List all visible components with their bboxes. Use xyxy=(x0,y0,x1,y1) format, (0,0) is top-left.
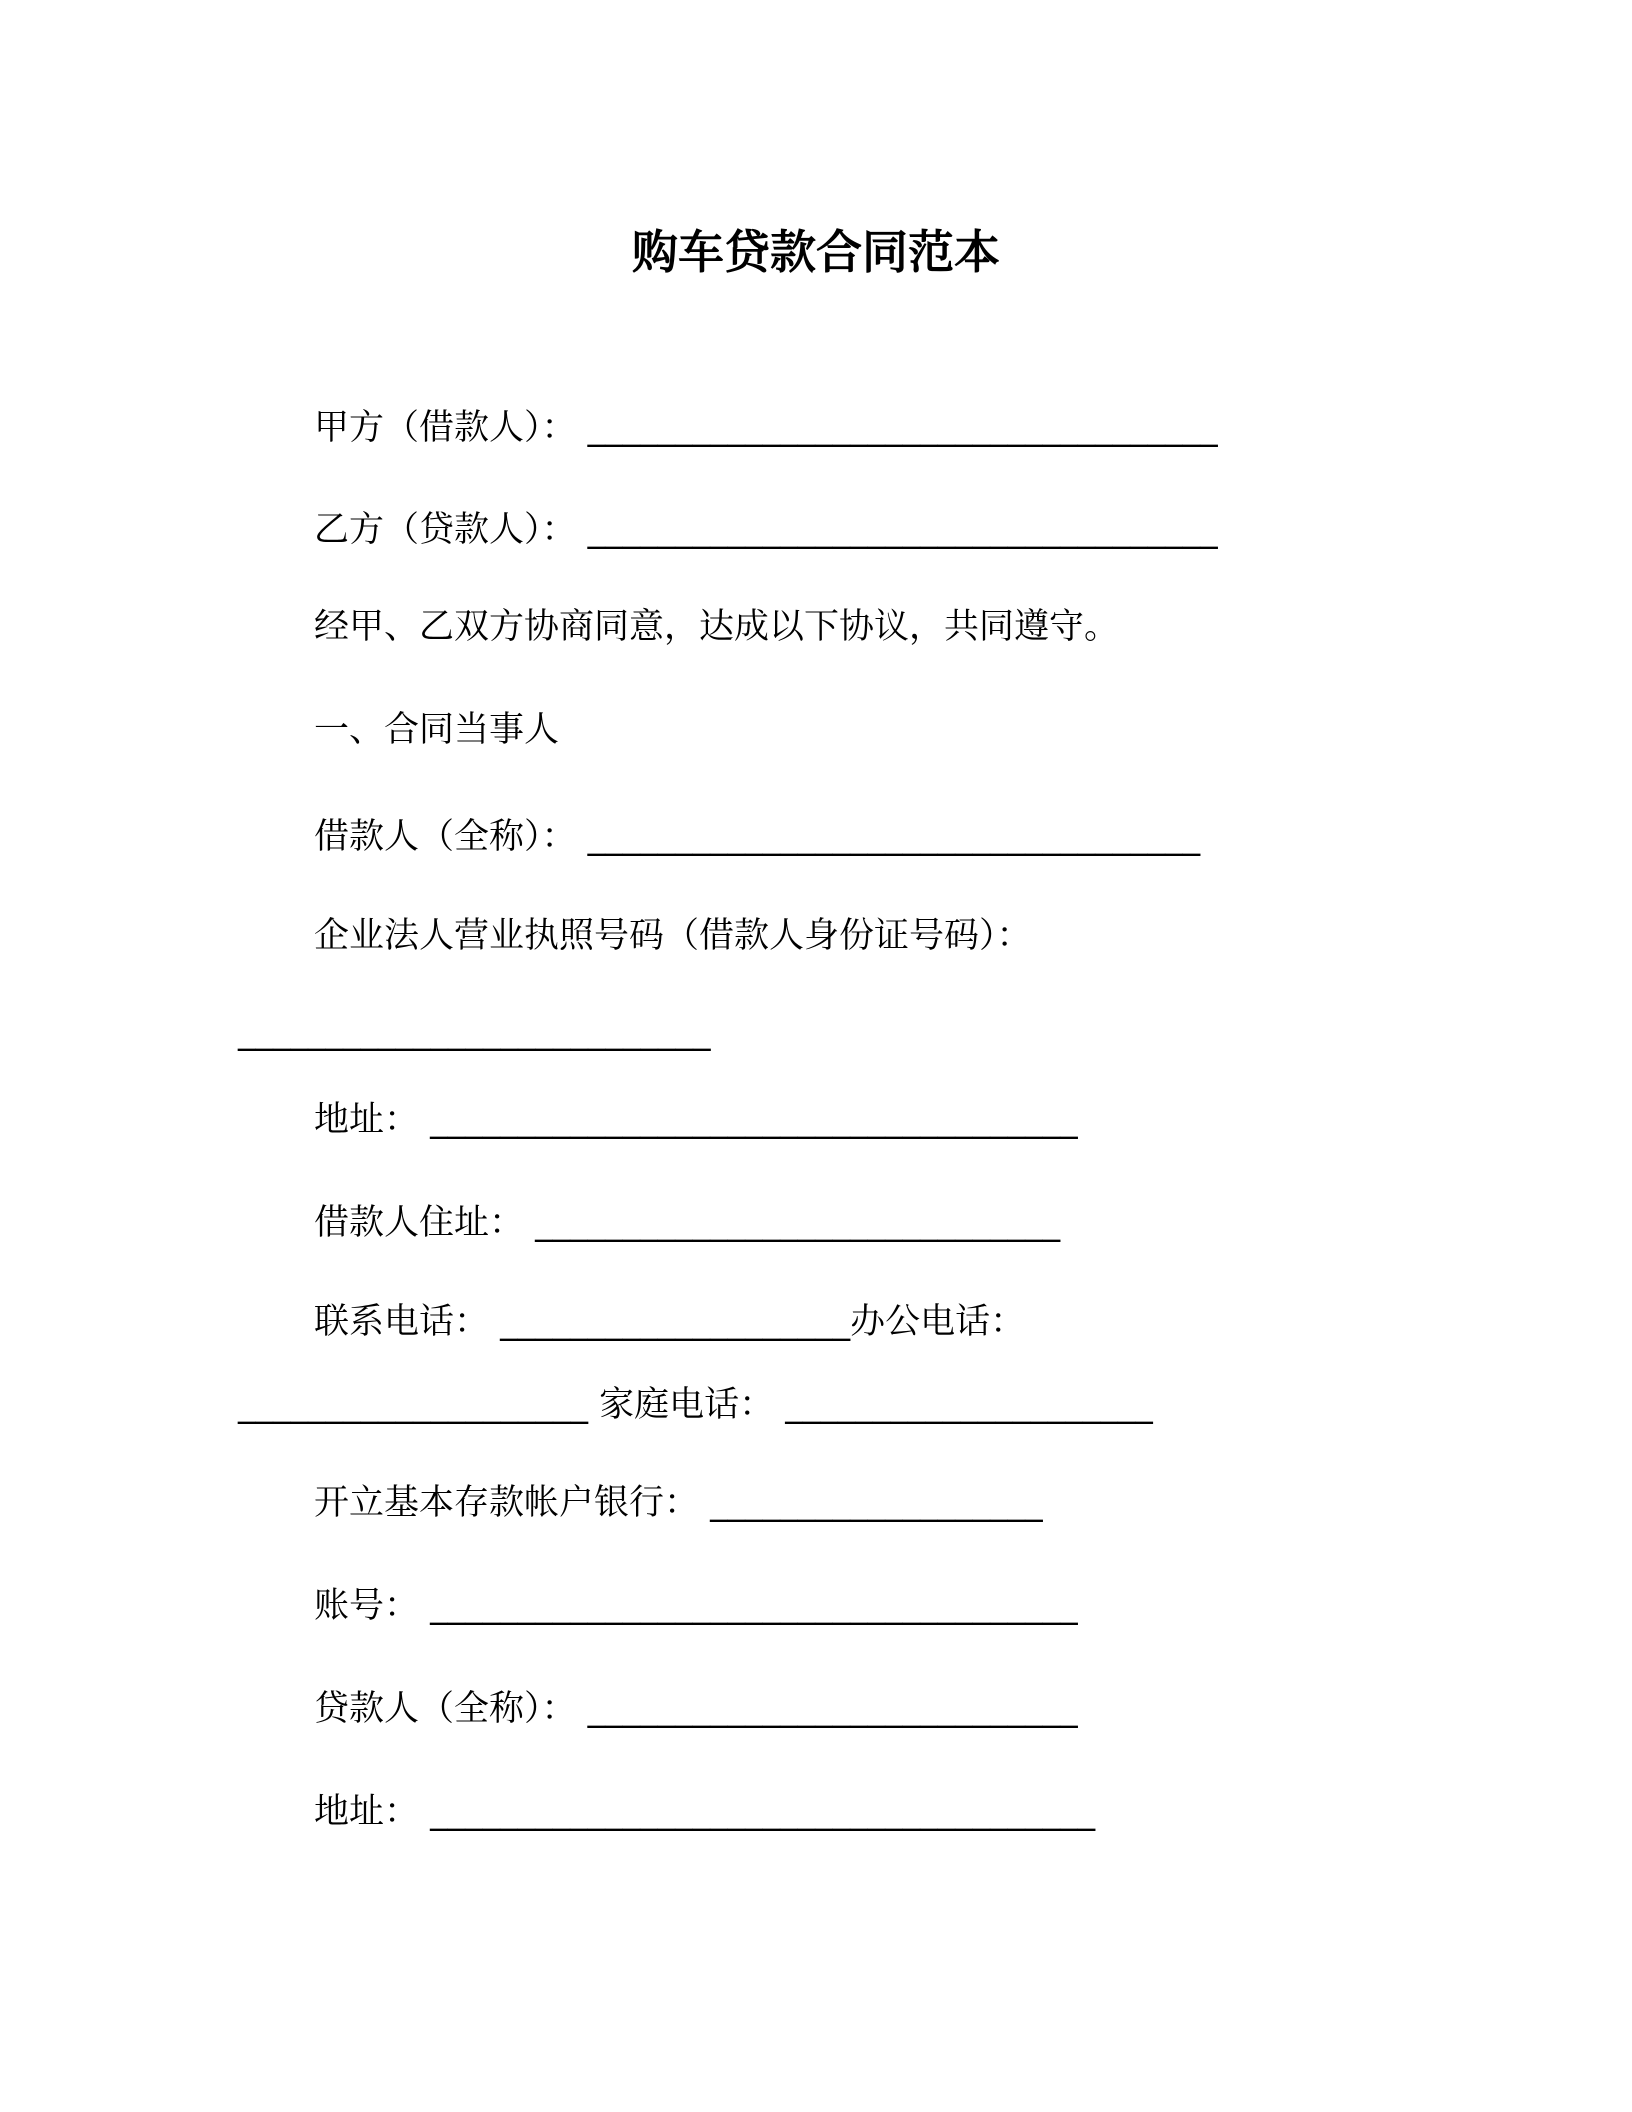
home-phone-field xyxy=(238,1381,1153,1429)
borrower-residence-field xyxy=(314,1199,1060,1247)
party-b-field xyxy=(314,506,1218,554)
contact-phone-blank[interactable]: ____________________ xyxy=(489,1302,851,1342)
license-number-blank[interactable] xyxy=(238,1008,711,1056)
lender-address-blank[interactable]: ______________________________________ xyxy=(419,1792,1096,1832)
borrower-residence-label: 借款人住址： xyxy=(314,1203,525,1243)
section-heading-parties: 一、合同当事人 xyxy=(314,710,560,750)
license-number-blank-text: ___________________________ xyxy=(238,1012,711,1052)
lender-fullname-label: 贷款人（全称）： xyxy=(314,1689,577,1729)
home-phone-label: 家庭电话： xyxy=(588,1385,775,1425)
address-label: 地址： xyxy=(314,1100,420,1140)
lender-fullname-blank[interactable]: ____________________________ xyxy=(576,1689,1078,1729)
contact-phone-field xyxy=(314,1298,1025,1346)
lender-fullname-field xyxy=(314,1685,1078,1733)
office-phone-blank[interactable]: ____________________ xyxy=(238,1385,588,1425)
address-blank[interactable]: _____________________________________ xyxy=(419,1100,1078,1140)
borrower-residence-blank[interactable]: ______________________________ xyxy=(524,1203,1061,1243)
lender-address-label: 地址： xyxy=(314,1792,420,1832)
contact-phone-label: 联系电话： xyxy=(314,1302,490,1342)
party-a-field xyxy=(314,404,1218,452)
agreement-intro: 经甲、乙双方协商同意，达成以下协议，共同遵守。 xyxy=(314,607,1120,647)
account-blank[interactable]: _____________________________________ xyxy=(419,1586,1078,1626)
bank-field xyxy=(314,1479,1043,1527)
lender-address-field xyxy=(314,1788,1095,1836)
borrower-fullname-label: 借款人（全称）： xyxy=(314,817,577,857)
account-field xyxy=(314,1582,1078,1630)
address-field xyxy=(314,1096,1078,1144)
document-title: 购车贷款合同范本 xyxy=(632,225,1000,279)
borrower-fullname-blank[interactable]: ___________________________________ xyxy=(576,817,1201,857)
bank-label: 开立基本存款帐户银行： xyxy=(314,1483,700,1523)
bank-blank[interactable]: ___________________ xyxy=(699,1483,1043,1523)
borrower-fullname-field xyxy=(314,813,1200,861)
party-a-blank[interactable]: ____________________________________ xyxy=(576,408,1218,448)
party-b-blank[interactable]: ____________________________________ xyxy=(576,510,1218,550)
license-number-label: 企业法人营业执照号码（借款人身份证号码）： xyxy=(314,916,1032,956)
office-phone-label: 办公电话： xyxy=(850,1302,1026,1342)
home-phone-blank[interactable]: _____________________ xyxy=(774,1385,1153,1425)
account-label: 账号： xyxy=(314,1586,420,1626)
party-a-label: 甲方（借款人）： xyxy=(314,408,577,448)
party-b-label: 乙方（贷款人）： xyxy=(314,510,577,550)
